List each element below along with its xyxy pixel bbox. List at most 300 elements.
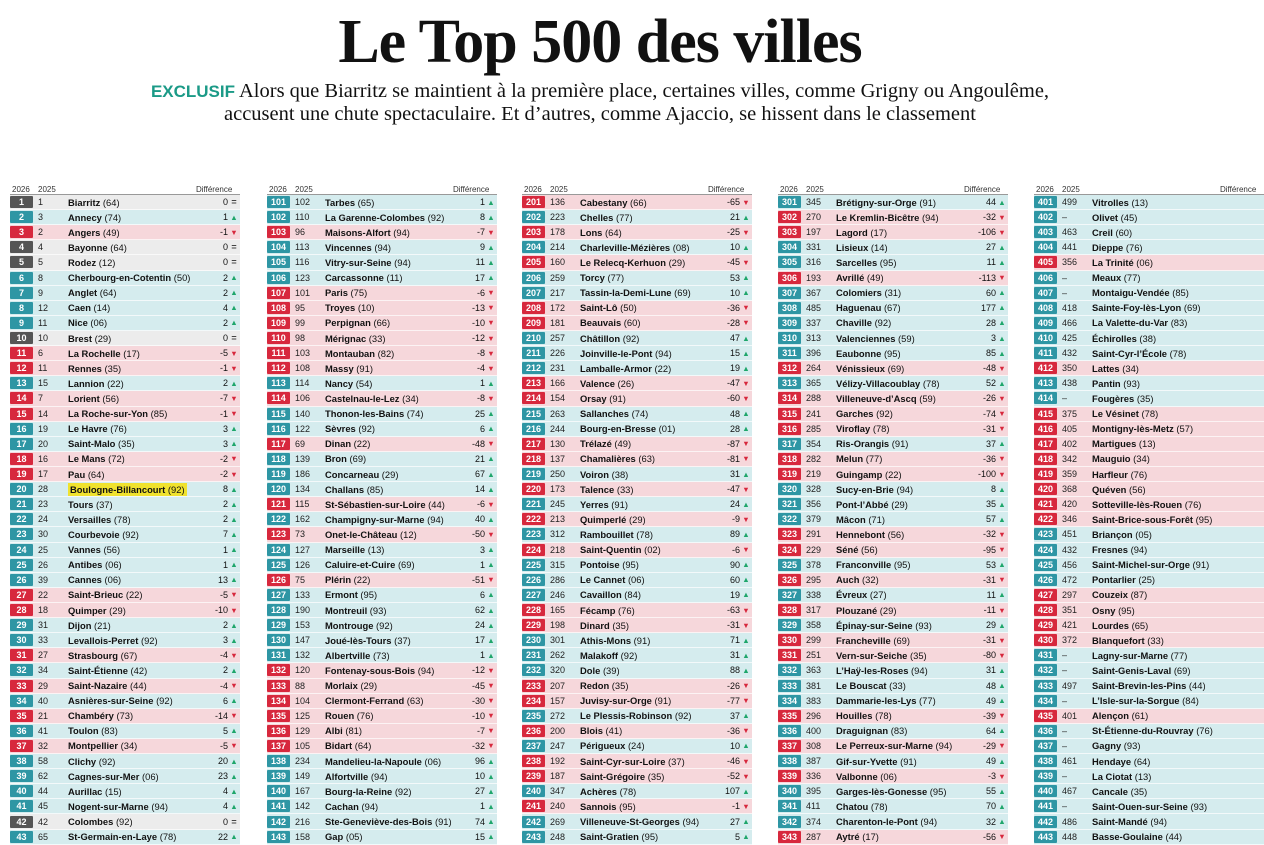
table-row	[267, 361, 497, 376]
arrow-down-icon: ▼	[487, 333, 495, 343]
city-name-cell	[836, 710, 974, 721]
difference-value: 3	[222, 635, 228, 646]
city-name-cell	[580, 665, 718, 676]
table-row	[10, 694, 240, 709]
city-name-cell	[836, 438, 974, 449]
city-name: Creil	[1092, 226, 1113, 238]
city-name: Pau	[68, 468, 86, 480]
table-row	[522, 527, 752, 542]
department-code: (63)	[406, 695, 424, 707]
city-name-cell	[580, 423, 718, 434]
arrow-up-icon: ▲	[998, 378, 1006, 388]
department-code: (95)	[1195, 513, 1213, 525]
rank-2025: 158	[295, 831, 311, 842]
arrow-up-icon: ▲	[230, 303, 238, 313]
department-code: (12)	[400, 528, 417, 540]
table-row	[522, 573, 752, 588]
rank-2025: 411	[806, 801, 821, 812]
city-name-cell	[580, 393, 718, 404]
rank-2026-badge: 121	[267, 498, 290, 510]
arrow-down-icon: ▼	[230, 650, 238, 660]
difference-value: 28	[985, 317, 996, 328]
arrow-up-icon: ▲	[998, 484, 1006, 494]
rank-2025: 272	[550, 710, 566, 721]
city-name: Chaville	[836, 317, 872, 329]
city-name-cell	[580, 650, 718, 661]
rank-2025: 9	[38, 287, 44, 298]
difference-value: -26	[982, 393, 996, 404]
department-code: (65)	[1131, 619, 1149, 631]
city-name: Lagord	[836, 226, 868, 238]
city-name: Garges-lès-Gonesse	[836, 785, 928, 797]
table-row	[267, 769, 497, 784]
difference-value: -63	[726, 605, 740, 615]
rank-2025: 125	[295, 710, 311, 721]
rank-2026-badge: 10	[10, 332, 33, 344]
rank-2025: 387	[806, 756, 822, 767]
city-name: Olivet	[1092, 211, 1119, 223]
city-name-cell	[580, 620, 718, 631]
department-code: (06)	[627, 574, 645, 586]
city-name: Sannois	[580, 800, 617, 812]
city-name-cell	[68, 801, 206, 812]
arrow-up-icon: ▲	[998, 318, 1006, 328]
ranking-column	[778, 181, 1008, 845]
city-name: Caen	[68, 302, 91, 314]
column-header	[267, 181, 497, 195]
difference-value: 29	[985, 620, 996, 631]
city-name-cell	[1092, 438, 1264, 449]
department-code: (35)	[910, 649, 927, 661]
city-name: Boulogne-Billancourt	[70, 483, 166, 495]
arrow-up-icon: ▲	[230, 514, 238, 524]
difference-value: 71	[729, 635, 740, 646]
department-code: (91)	[609, 392, 626, 404]
city-name-cell	[580, 408, 718, 419]
rank-2026-badge: 106	[267, 272, 290, 284]
rank-2025: 219	[806, 469, 822, 480]
table-row	[778, 497, 1008, 512]
city-name: Saint-Grégoire	[580, 770, 646, 782]
rank-2026-badge: 210	[522, 332, 545, 344]
table-row	[522, 784, 752, 799]
department-code: (64)	[1133, 755, 1151, 767]
department-code: (64)	[102, 196, 120, 208]
header-2026: 2026	[12, 185, 30, 194]
table-row	[1034, 679, 1264, 694]
difference-value: 1	[222, 559, 228, 570]
rank-2026-badge: 16	[10, 423, 33, 435]
arrow-down-icon: ▼	[487, 318, 495, 328]
table-row	[778, 361, 1008, 376]
table-row	[778, 543, 1008, 558]
rank-2026-badge: 19	[10, 468, 33, 480]
city-name: Ste-Geneviève-des-Bois	[325, 816, 433, 828]
rank-2025: 41	[38, 725, 49, 736]
rank-2025: 299	[806, 635, 822, 646]
rank-2025: 157	[550, 695, 566, 706]
rank-2025: 132	[295, 650, 311, 661]
arrow-down-icon: ▼	[742, 257, 750, 267]
rank-2025: 166	[550, 378, 566, 389]
city-name-cell	[580, 348, 718, 359]
city-name-cell	[836, 559, 974, 570]
rank-2026-badge: 202	[522, 211, 545, 223]
city-name-cell	[325, 756, 463, 767]
table-row	[778, 588, 1008, 603]
equal-icon: =	[231, 257, 237, 268]
department-code: (87)	[1130, 589, 1148, 601]
department-code: (56)	[887, 528, 905, 540]
header-2025: 2025	[295, 185, 313, 194]
rank-2026-badge: 241	[522, 800, 545, 812]
rank-2026-badge: 419	[1034, 468, 1057, 480]
department-code: (92)	[115, 816, 133, 828]
city-name: Fontenay-sous-Bois	[325, 664, 416, 676]
department-code: (13)	[1131, 196, 1149, 208]
rank-2025: 486	[1062, 816, 1078, 827]
rank-2025: –	[1062, 740, 1068, 751]
table-row	[10, 316, 240, 331]
rank-2026-badge: 412	[1034, 362, 1057, 374]
arrow-down-icon: ▼	[998, 393, 1006, 403]
table-row	[778, 784, 1008, 799]
table-row	[778, 648, 1008, 663]
city-name: Meaux	[1092, 272, 1122, 284]
city-name: Ermont	[325, 589, 358, 601]
arrow-up-icon: ▲	[230, 665, 238, 675]
difference-value: -7	[476, 227, 485, 238]
table-row	[522, 452, 752, 467]
department-code: (33)	[368, 332, 386, 344]
arrow-up-icon: ▲	[998, 257, 1006, 267]
table-row	[522, 754, 752, 769]
difference-value: -32	[982, 212, 996, 223]
department-code: (84)	[1182, 695, 1199, 707]
rank-2026-badge: 127	[267, 589, 290, 601]
department-code: (37)	[394, 634, 411, 646]
rank-2025: 246	[550, 589, 566, 600]
rank-2025: 104	[295, 695, 311, 706]
table-row	[778, 316, 1008, 331]
rank-2026-badge: 403	[1034, 226, 1057, 238]
department-code: (44)	[130, 680, 147, 692]
arrow-down-icon: ▼	[230, 348, 238, 358]
rank-2025: 350	[1062, 363, 1078, 374]
city-name-cell	[68, 257, 206, 268]
department-code: (74)	[104, 211, 122, 223]
table-row	[10, 437, 240, 452]
rank-2026-badge: 137	[267, 740, 290, 752]
rank-2026-badge: 103	[267, 226, 290, 238]
rank-2026-badge: 34	[10, 695, 33, 707]
city-name-cell	[1092, 695, 1264, 706]
difference-value: 1	[479, 378, 485, 389]
department-code: (92)	[358, 423, 376, 435]
city-name: Dijon	[68, 619, 92, 631]
difference-value: 23	[217, 771, 228, 782]
city-name: Lisieux	[836, 241, 869, 253]
rank-2025: 250	[550, 469, 566, 480]
difference-value: 6	[222, 695, 228, 706]
department-code: (91)	[1192, 559, 1210, 571]
department-code: (65)	[357, 196, 375, 208]
rank-2026-badge: 437	[1034, 740, 1057, 752]
department-code: (92)	[98, 755, 116, 767]
city-name-cell	[836, 317, 974, 328]
department-code: (69)	[887, 362, 905, 374]
table-row	[10, 588, 240, 603]
rank-2026-badge: 25	[10, 559, 33, 571]
table-row	[522, 195, 752, 210]
department-code: (94)	[920, 816, 938, 828]
rank-2025: 312	[550, 529, 566, 540]
department-code: (92)	[622, 332, 640, 344]
table-row	[1034, 588, 1264, 603]
rank-2025: 217	[550, 287, 566, 298]
arrow-up-icon: ▲	[487, 514, 495, 524]
city-name: L’Haÿ-les-Roses	[836, 664, 909, 676]
department-code: (06)	[90, 317, 108, 329]
difference-value: -77	[726, 695, 740, 706]
table-row	[267, 376, 497, 391]
table-row	[10, 391, 240, 406]
arrow-down-icon: ▼	[487, 499, 495, 509]
difference-value: -106	[977, 227, 996, 238]
arrow-down-icon: ▼	[230, 363, 238, 373]
rank-2025: 379	[806, 514, 822, 525]
difference-value: 47	[729, 333, 740, 344]
department-code: (15)	[105, 785, 122, 797]
arrow-up-icon: ▲	[998, 726, 1006, 736]
table-row	[10, 467, 240, 482]
rank-2025: 485	[806, 302, 822, 313]
rank-2025: 296	[806, 710, 822, 721]
table-row	[267, 301, 497, 316]
rank-2025: 98	[295, 333, 306, 344]
table-row	[778, 603, 1008, 618]
city-name: Vannes	[68, 544, 101, 556]
rank-2025: 8	[38, 272, 44, 283]
rank-2026-badge: 322	[778, 513, 801, 525]
city-name: Tarbes	[325, 196, 356, 208]
table-row	[778, 391, 1008, 406]
rank-2026-badge: 3	[10, 226, 33, 238]
city-name: Carcassonne	[325, 272, 384, 284]
department-code: (13)	[1138, 438, 1156, 450]
rank-2026-badge: 235	[522, 710, 545, 722]
equal-icon: =	[231, 816, 237, 827]
equal-icon: =	[231, 242, 237, 253]
city-name-cell	[325, 831, 463, 842]
difference-value: -32	[982, 529, 996, 540]
city-name: Colombes	[68, 816, 114, 828]
rank-2026-badge: 312	[778, 362, 801, 374]
arrow-down-icon: ▼	[998, 832, 1006, 842]
rank-2025: 96	[295, 227, 306, 238]
table-row	[522, 437, 752, 452]
city-name-cell	[836, 680, 974, 691]
city-name-cell	[68, 650, 206, 661]
rank-2025: 497	[1062, 680, 1078, 691]
rank-2025: 463	[1062, 227, 1078, 238]
difference-value: 0	[222, 197, 228, 208]
department-code: (94)	[655, 347, 672, 359]
department-code: (95)	[641, 831, 659, 843]
city-name-cell	[580, 438, 718, 449]
city-name-cell	[325, 453, 463, 464]
city-name: Thonon-les-Bains	[325, 408, 405, 420]
rank-2025: 88	[295, 680, 306, 691]
city-name: Cancale	[1092, 785, 1128, 797]
difference-value: -8	[476, 393, 485, 404]
city-name-cell	[68, 317, 206, 328]
city-name: Dinan	[325, 438, 352, 450]
arrow-down-icon: ▼	[230, 711, 238, 721]
department-code: (38)	[611, 468, 629, 480]
city-name-cell	[836, 212, 974, 223]
subtitle-line-1	[0, 80, 1200, 103]
arrow-up-icon: ▲	[487, 545, 495, 555]
rank-2026-badge: 236	[522, 725, 545, 737]
rank-2025: –	[1062, 665, 1068, 676]
rank-2026-badge: 440	[1034, 785, 1057, 797]
arrow-down-icon: ▼	[230, 227, 238, 237]
rank-2025: 19	[38, 423, 49, 434]
department-code: (78)	[872, 423, 890, 435]
city-name: La Rochelle	[68, 347, 121, 359]
table-row	[1034, 558, 1264, 573]
city-name: Strasbourg	[68, 649, 119, 661]
difference-value: 32	[985, 816, 996, 827]
difference-value: 24	[474, 620, 485, 631]
city-name-cell	[580, 197, 718, 208]
table-row	[778, 739, 1008, 754]
arrow-down-icon: ▼	[742, 454, 750, 464]
department-code: (06)	[1136, 256, 1153, 268]
arrow-up-icon: ▲	[998, 696, 1006, 706]
table-row	[1034, 346, 1264, 361]
department-code: (85)	[366, 483, 384, 495]
difference-value: -45	[726, 257, 740, 268]
difference-value: -26	[726, 680, 740, 691]
department-code: (45)	[1120, 211, 1138, 223]
table-row	[1034, 512, 1264, 527]
rank-2025: 26	[38, 559, 49, 570]
arrow-down-icon: ▼	[487, 439, 495, 449]
rank-2025: 356	[1062, 257, 1078, 268]
rank-2026-badge: 105	[267, 256, 290, 268]
rank-2025: 2	[38, 227, 44, 238]
city-name-cell	[68, 212, 206, 223]
city-name-cell	[68, 816, 206, 827]
city-name-cell	[836, 786, 974, 797]
department-code: (17)	[123, 347, 140, 359]
rank-2025: 328	[806, 484, 822, 495]
city-name: Lagny-sur-Marne	[1092, 649, 1169, 661]
city-name: Valenciennes	[836, 332, 896, 344]
rank-2025: 5	[38, 257, 44, 268]
arrow-up-icon: ▲	[742, 273, 750, 283]
arrow-up-icon: ▲	[230, 696, 238, 706]
arrow-up-icon: ▲	[487, 605, 495, 615]
rank-2025: 198	[550, 620, 566, 631]
city-name-cell	[836, 831, 974, 842]
rank-2025: 245	[550, 499, 566, 510]
department-code: (35)	[1136, 392, 1154, 404]
city-name-cell	[836, 544, 974, 555]
rank-2025: 216	[295, 816, 311, 827]
rank-2025: –	[1062, 287, 1068, 298]
department-code: (81)	[345, 725, 362, 737]
city-name-cell	[68, 665, 206, 676]
arrow-down-icon: ▼	[742, 801, 750, 811]
arrow-down-icon: ▼	[230, 605, 238, 615]
rank-2025: 153	[295, 620, 311, 631]
rank-2026-badge: 108	[267, 302, 290, 314]
rank-2025: 229	[806, 544, 822, 555]
table-row	[522, 391, 752, 406]
city-name-cell	[68, 635, 206, 646]
rank-2025: 259	[550, 272, 566, 283]
rank-2025: 142	[295, 801, 311, 812]
rank-2026-badge: 130	[267, 634, 290, 646]
city-name: Francheville	[836, 634, 891, 646]
rank-2025: 73	[295, 529, 306, 540]
table-row	[522, 240, 752, 255]
arrow-down-icon: ▼	[998, 227, 1006, 237]
difference-value: 8	[479, 212, 485, 223]
arrow-down-icon: ▼	[742, 484, 750, 494]
rank-2025: 69	[295, 438, 306, 449]
department-code: (95)	[883, 347, 901, 359]
city-name: Bayonne	[68, 241, 108, 253]
department-code: (41)	[605, 725, 623, 737]
difference-value: -5	[219, 740, 228, 751]
rank-2025: 173	[550, 484, 566, 495]
city-name: Sarcelles	[836, 256, 878, 268]
department-code: (29)	[381, 468, 399, 480]
rank-2026-badge: 118	[267, 453, 290, 465]
department-code: (85)	[1172, 287, 1189, 299]
arrow-up-icon: ▲	[998, 620, 1006, 630]
rank-2025: 133	[295, 589, 311, 600]
department-code: (94)	[921, 211, 939, 223]
rank-2026-badge: 6	[10, 272, 33, 284]
difference-value: 107	[724, 786, 740, 797]
rank-2025: 358	[806, 620, 822, 631]
rank-2025: 6	[38, 348, 44, 359]
city-name-cell	[325, 589, 463, 600]
arrow-down-icon: ▼	[487, 288, 495, 298]
city-name-cell	[325, 816, 463, 827]
city-name-cell	[836, 589, 974, 600]
table-row	[522, 709, 752, 724]
table-row	[267, 512, 497, 527]
rank-2025: 95	[295, 302, 306, 313]
rank-2025: 7	[38, 393, 44, 404]
arrow-up-icon: ▲	[230, 424, 238, 434]
difference-value: 9	[479, 242, 485, 253]
rank-2025: 359	[1062, 469, 1078, 480]
table-row	[267, 694, 497, 709]
difference-value: -4	[219, 650, 228, 661]
difference-value: -32	[471, 740, 485, 751]
difference-value: 49	[985, 756, 996, 767]
city-name-cell	[68, 423, 206, 434]
rank-2025: –	[1062, 212, 1068, 223]
city-name-cell	[1092, 710, 1264, 721]
